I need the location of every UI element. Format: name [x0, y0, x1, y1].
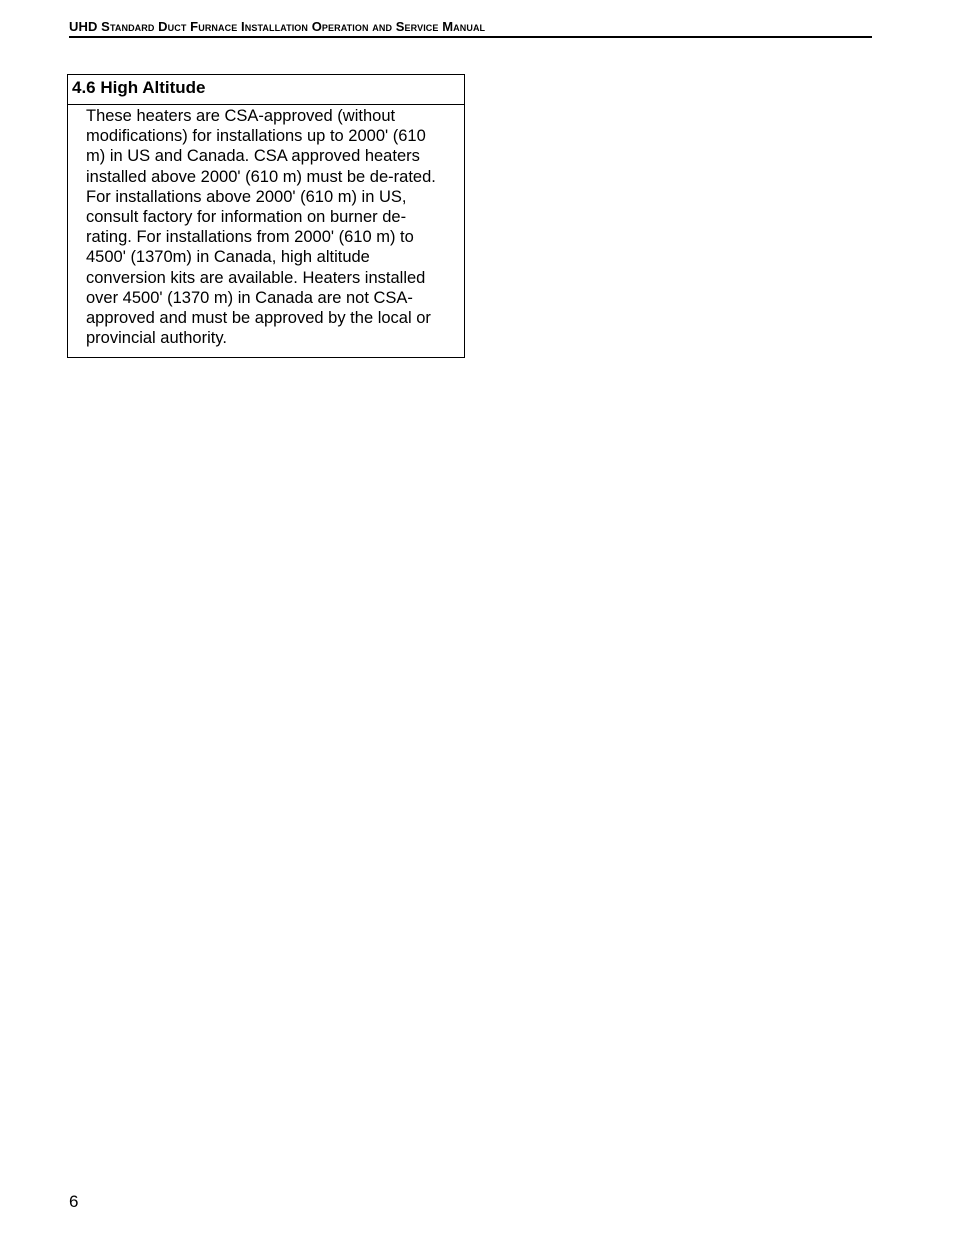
high-altitude-section	[67, 74, 465, 358]
page-number: 6	[69, 1192, 79, 1211]
section-heading: 4.6 High Altitude	[72, 78, 206, 97]
manual-title: UHD Standard Duct Furnace Installation Operation and Service Manual	[69, 19, 486, 34]
running-header	[69, 18, 872, 38]
section-body-text: These heaters are CSA-approved (without modifications) for installations up to 2000' (610 m) in US and Canada. CSA approved heaters installed above 2000' (610 m) must be de-rated. For installations above 2000' (610 m) in US, consult factory for information on burner de- rating. For installations from 2000' (610 m) to 4500' (1370m) in Canada, high altitude conversion kits are available. Heaters installed over 4500' (1370 m) in Canada are not CSA- approved and must be approved by the local or provincial authority.	[86, 107, 436, 348]
section-heading-row	[68, 75, 464, 105]
